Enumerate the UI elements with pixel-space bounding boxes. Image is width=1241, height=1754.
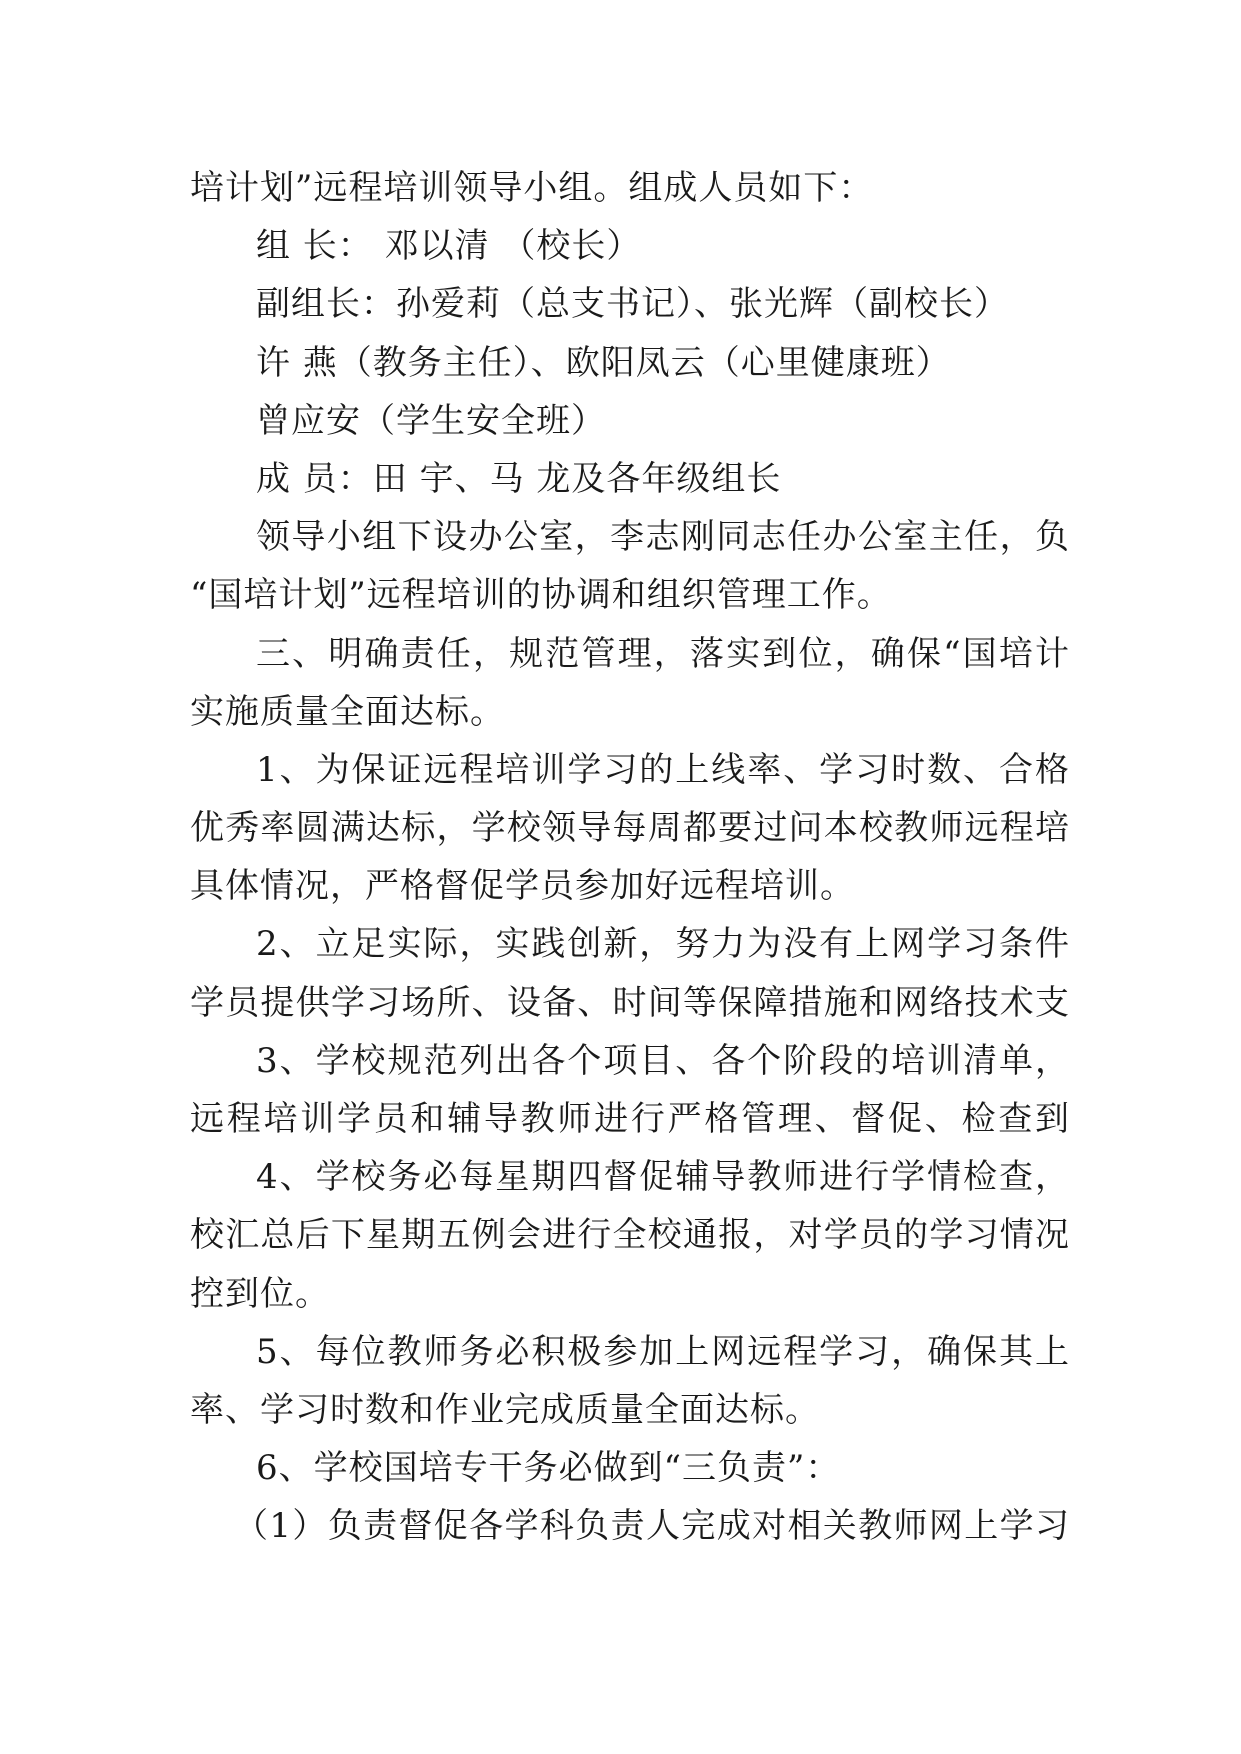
text-line-7: 领导小组下设办公室，李志刚同志任办公室主任，负 [256,517,1070,558]
text-line-11: 1、为保证远程培训学习的上线率、学习时数、合格 [256,749,1070,790]
text-line-4: 许 燕（教务主任）、欧阳凤云（心里健康班） [256,342,951,383]
text-line-13: 具体情况，严格督促学员参加好远程培训。 [190,866,855,907]
text-line-23: 6、学校国培专干务必做到“三负责”： [256,1448,841,1489]
text-line-2: 组 长： 邓以清 （校长） [256,226,642,267]
text-line-19: 校汇总后下星期五例会进行全校通报，对学员的学习情况 [190,1215,1070,1256]
text-line-16: 3、学校规范列出各个项目、各个阶段的培训清单， [256,1040,1070,1081]
text-line-5: 曾应安（学生安全班） [256,400,606,441]
text-line-8: “国培计划”远程培训的协调和组织管理工作。 [190,575,892,616]
text-line-12: 优秀率圆满达标，学校领导每周都要过问本校教师远程培 [190,808,1070,849]
text-line-1: 培计划”远程培训领导小组。组成人员如下： [190,168,874,208]
text-line-24: （1）负责督促各学科负责人完成对相关教师网上学习 [234,1506,1070,1547]
text-line-6: 成 员：田 宇、马 龙及各年级组长 [256,458,782,499]
text-line-18: 4、学校务必每星期四督促辅导教师进行学情检查， [256,1157,1070,1198]
text-line-22: 率、学习时数和作业完成质量全面达标。 [190,1389,820,1430]
text-line-3: 副组长：孙爱莉（总支书记）、张光辉（副校长） [256,284,1009,325]
text-line-10: 实施质量全面达标。 [190,691,505,732]
text-line-15: 学员提供学习场所、设备、时间等保障措施和网络技术支 [190,982,1070,1023]
document-body [190,159,1070,1556]
text-line-17: 远程培训学员和辅导教师进行严格管理、督促、检查到 [190,1099,1070,1139]
text-line-21: 5、每位教师务必积极参加上网远程学习，确保其上 [256,1331,1070,1372]
text-line-9: 三、明确责任，规范管理，落实到位，确保“国培计 [256,633,1070,674]
text-line-20: 控到位。 [190,1273,330,1314]
text-line-14: 2、立足实际，实践创新，努力为没有上网学习条件 [256,924,1070,965]
